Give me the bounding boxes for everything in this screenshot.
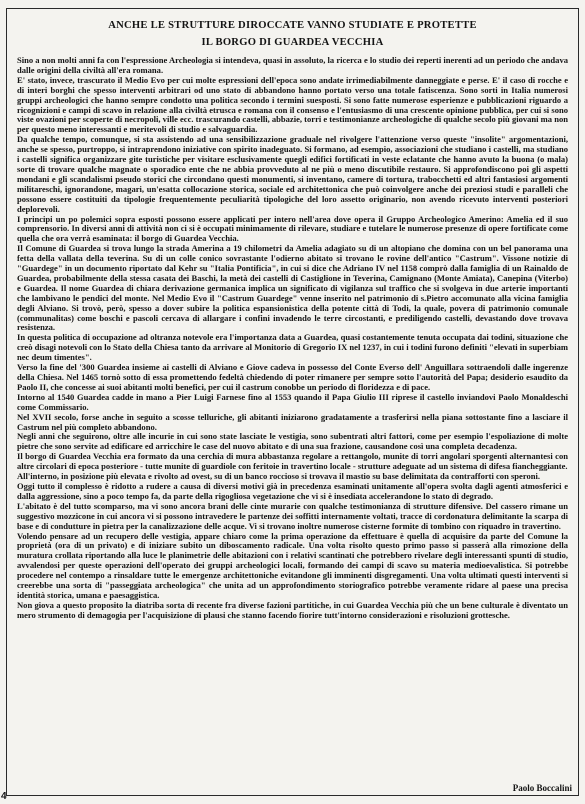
article-paragraph: Nel XVII secolo, forse anche in seguito a scosse telluriche, gli abitanti iniziarono gradatamente a trasferirsi nella piana sottostante fino a lasciare il Castrum nel più completo abbandono. — [17, 411, 568, 432]
article-body — [17, 56, 568, 621]
article-paragraph: Il Comune di Guardea si trova lungo la strada Amerina a 19 chilometri da Amelia adagiato su di un altopiano che domina con un bel panorama una fetta della vallata della teverina. Su di un colle conico sovrastante l'odierno abitato si trovano le rovine dell'antico "Castrum". Vissone notizie di "Guardege" in un documento riportato dal Kehr su "Italia Pontificia", in cui si dice che Adriano IV nel 1158 comprò dalla famiglia di un Rainaldo de Guardea, probabilmente della stessa casata dei Baschi, la metà dei castelli di Castiglione in Teverina, Camignano (Monte Amiata), Canepina (Viterbo) e Guardea. Il nome Guardea di chiara derivazione germanica implica un significato di vigilanza sul traffico che si svolgeva in due arterie importanti che lambivano le pendici del monte. Nel Medio Evo il "Castrum Guardege" venne inserito nel patrimonio di s.Pietro accomunato alla vicina famiglia degli Alviano. Si trovò, però, spesso a dover subire la politica espansionistica della potente città di Todi, la quale, povera di patrimonio comunale (communalitas) come boschi e pascoli cercava di allargare i confini invadendo le terre circostanti, e prediligendo castelli, devastando dove trovava resistenza. — [17, 243, 568, 333]
page-number: 4 — [1, 791, 7, 802]
article-frame — [6, 8, 579, 796]
article-paragraph: Sino a non molti anni fa con l'espressione Archeologia si intendeva, quasi in assoluto, la ricerca e lo studio dei reperti inerenti ad un periodo che andava dalle origini della civiltà all'era romana. — [17, 55, 568, 75]
article-title: ANCHE LE STRUTTURE DIROCCATE VANNO STUDIATE E PROTETTE — [108, 20, 477, 31]
article-paragraph: Oggi tutto il complesso è ridotto a rudere a causa di diversi motivi già in precedenza esaminati unitamente all'opera svolta dagli agenti atmosferici e dalla aggressione, sino a poco tempo fa, da parte della rigogliosa vegetazione che vi si è insediata accelerandone lo stato di degrado. — [17, 480, 568, 501]
article-paragraph: Intorno al 1540 Guardea cadde in mano a Pier Luigi Farnese fino al 1553 quando il Papa Giulio III riprese il castello inviandovi Paolo Monaldeschi come Commissario. — [17, 391, 568, 412]
article-paragraph: Da qualche tempo, comunque, si sta assistendo ad una sensibilizzazione graduale nel rivolgere l'attenzione verso queste "insolite" argomentazioni, anche se spesso, purtroppo, si intraprendono iniziative con spirito inadeguato. Si formano, ad esempio, associazioni che studiano i castelli, ma studiano i castelli significa organizzare gite turistiche per visitare esclusivamente quegli edifici fortificati in veste eclatante che hanno avuto la buona (o mala) sorte di trovare qualche magnate o sporadico ente che ne abbia provveduto al ne più o meno discutibile restauro. Si approfondiscono poi gli aspetti mondani e gli scandalismi pseudo storici che circondano questi monumenti, si inventano, camere di tortura, trabocchetti ed altri fantasiosi argomenti militareschi, ignorandone, magari, un'esatta collocazione storica, sociale ed architettonica che può coinvolgere anche dei preziosi studi e paralleli che possono essere costituiti da tipologie frequentemente peculiarità tipologiche del loro assetto originario, non avendo ricevuto interventi posteriori deplorevoli. — [17, 134, 568, 214]
article-paragraph: E' stato, invece, trascurato il Medio Evo per cui molte espressioni dell'epoca sono andate irrimediabilmente danneggiate e perse. E' il caso di rocche e di interi borghi che spesso interventi arbitrari od uno stato di abbandono hanno portato verso una totale fatiscenza. Sono sorti in Italia numerosi gruppi archeologici che hanno sempre condotto una politica secondo i termini suesposti. Si sono fatte numerose esperienze e pubblicazioni riguardo a ricognizioni e campi di scavo in relazione alla civiltà etrusca e romana con il consenso e l'entusiasmo di una crescente opinione pubblica, per cui si sono viste ovazioni per scoperte di necropoli, ville ecc. trascurando castelli, abbazie, torri e testimonianze archeologiche di qualche secolo più giovani ma non per questo meno interessanti e meritevoli di studio e salvaguardia. — [17, 74, 568, 135]
article-paragraph: Negli anni che seguirono, oltre alle incurie in cui sono state lasciate le vestigia, sono subentrati altri fattori, come per esempio l'espoliazione di molte pietre che sono servite ad edificare ed arricchire le case del nuovo abitato e di una sua frazione, causandone così una completa decadenza. — [17, 431, 568, 452]
article-paragraph: I principi un po polemici sopra esposti possono essere applicati per intero nell'area dove opera il Gruppo Archeologico Amerino: Amelia ed il suo comprensorio. In diversi anni di attività non ci si è occupati minimamente di rilevare, studiare e tutelare le numerose presenze di opere fortificate come quella che ora verrà esaminata: il borgo di Guardea Vecchia. — [17, 213, 568, 244]
article-content — [17, 19, 568, 781]
article-paragraph: In questa politica di occupazione ad oltranza notevole era l'importanza data a Guardea, quasi costantemente tenuta occupata dai todini, situazione che creò disagi notevoli con lo Stato della Chiesa tanto da arrivare al Monitorio di Gregorio IX nel 1237, in cui i todini furono definiti "elevati in superbiam nec deum timentes". — [17, 332, 568, 363]
article-paragraph: Il borgo di Guardea Vecchia era formato da una cerchia di mura abbastanza regolare a rettangolo, munite di torri angolari sporgenti alternantesi con altre circolari di epoca posteriore - tutte munite di guardiole con feritoie in travertino locale - strutture adeguate ad un sistema di difesa fiancheggiante. — [17, 451, 568, 472]
article-paragraph: Non giova a questo proposito la diatriba sorta di recente fra diverse fazioni partitiche, in cui Guardea Vecchia più che un bene culturale è diventato un mero strumento di demagogia per l'acquisizione di plausi che stanno facendo fiorire tutt'intorno considerazioni e risoluzioni grottesche. — [17, 599, 568, 620]
article-paragraph: All'interno, in posizione più elevata e rivolto ad ovest, su di un banco roccioso si trovava il mastio su base delimitata da contrafforti con speroni. — [17, 471, 541, 482]
author-signature: Paolo Boccalini — [512, 783, 572, 793]
article-paragraph: Verso la fine del '300 Guardea insieme ai castelli di Alviano e Giove cadeva in possesso del Conte Everso dell' Anguillara sottraendoli dalle ingerenze della Chiesa. Nel 1465 tornò sotto di essa promettendo fedeltà chiedendo di poter rimanere per sempre sotto l'autorità del Papa; desiderio esaudito da Paolo II, che concesse ai suoi abitanti molti benefici, per cui il castrum conobbe un periodo di floridezza e di pace. — [17, 362, 568, 392]
article-paragraph: Volendo pensare ad un recupero delle vestigia, appare chiaro come la prima operazione da effettuare è quella di acquisire da parte del Comune la proprietà (ora di un privato) e di iniziare subito un diboscamento radicale. Una volta risolto questo primo passo si passerà alla rimozione della muratura crollata riportando alla luce le planimetrie delle abitazioni con i relativi scantinati che potrebbero rivelare degli interessanti spunti di studio, avvalendosi per queste operazioni dell'operato dei gruppi archeologici locali, formando dei campi di scavo su materia medioevalistica. Si potrebbe procedere nel contempo a rinsaldare tutte le emergenze architettoniche evitandone gli imminenti disgregamenti. Una volta ultimati questi interventi si creerebbe una sorta di "passeggiata archeologica" che unita ad un approfondimento storiografico potrebbe veramente ridare al paese una precisa identità storica, umana e paesaggistica. — [17, 530, 568, 600]
article-paragraph: L'abitato è del tutto scomparso, ma vi sono ancora brani delle cinte murarie con qualche testimonianza di strutture difensive. Del cassero rimane un suggestivo mozzicone in cui ancora vi si possono intravedere le partenze dei soffitti internamente voltati, tracce di cordonatura delimitante la scarpa di base e di condutture in pietra per la canalizzazione delle acque. Vi si trovano inoltre numerose cisterne formite di tombino con riquadro in travertino. — [17, 500, 568, 531]
article-subtitle: IL BORGO DI GUARDEA VECCHIA — [201, 37, 384, 48]
